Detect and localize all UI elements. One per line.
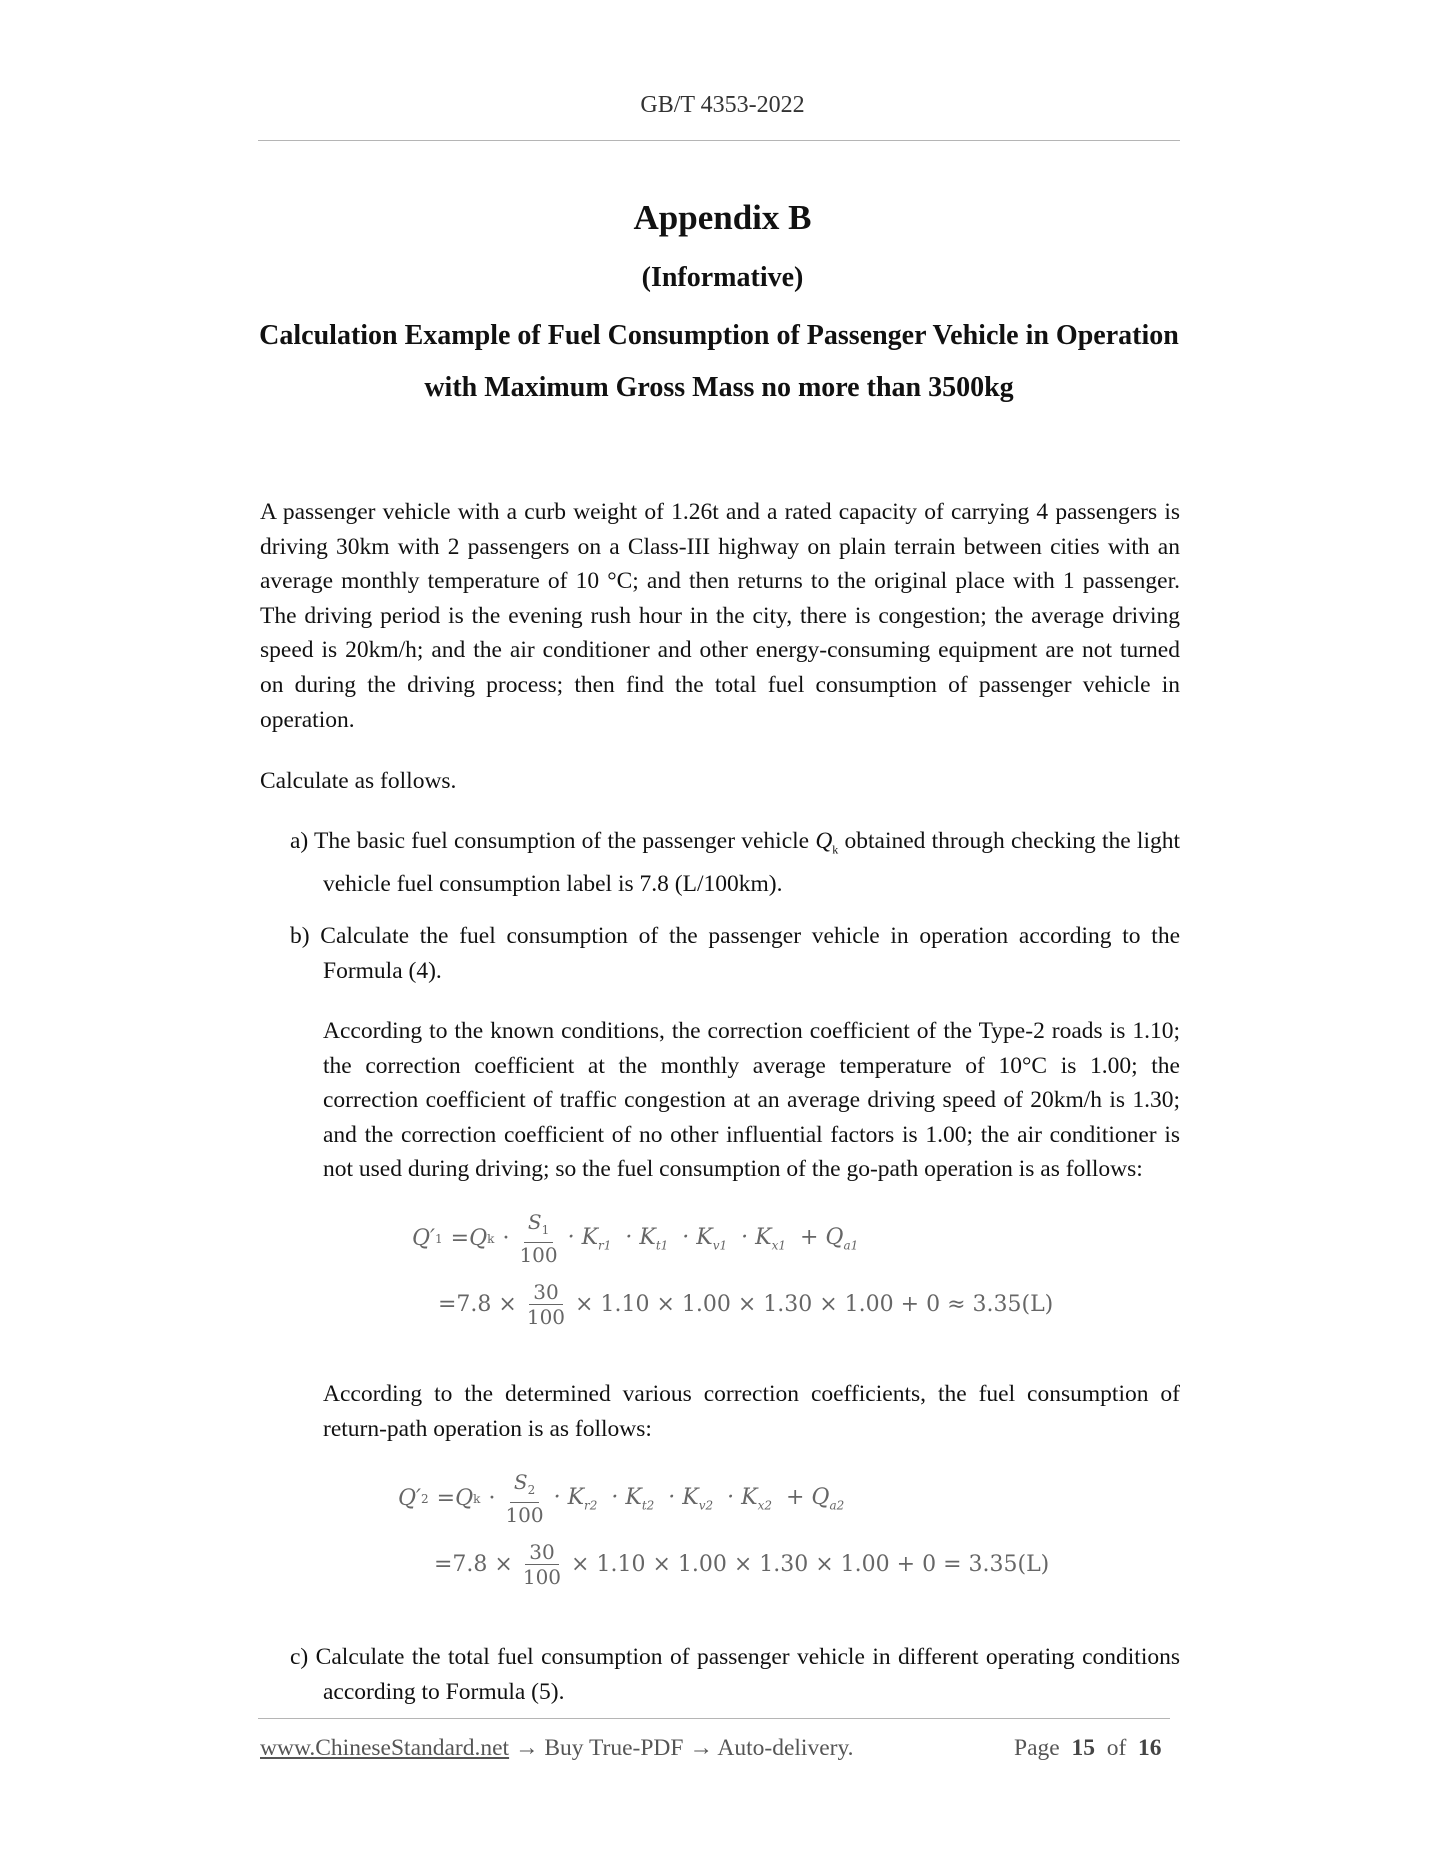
footer-promo: [260, 1735, 854, 1762]
formula-return-num-sub: 2: [527, 1483, 536, 1497]
formula-go-num-sub: 1: [541, 1223, 550, 1237]
formula-go-fraction: [515, 1210, 561, 1267]
site-link[interactable]: www.ChineseStandard.net: [260, 1735, 510, 1761]
formula-go-num: S: [527, 1210, 542, 1234]
footer-tail: → Buy True-PDF → Auto-delivery.: [509, 1735, 854, 1761]
formula-return-line2-num: 30: [525, 1540, 558, 1565]
return-intro: According to the determined various correction coefficients, the fuel consumption of return-path operation is as follows:: [323, 1381, 1180, 1442]
formula-return-line2: [434, 1540, 1049, 1589]
calc-intro: Calculate as follows.: [260, 768, 457, 794]
formula-go-line2-fraction: [523, 1280, 569, 1329]
formula-go-line2-post: × 1.10 × 1.00 × 1.30 × 1.00 + 0 ≈ 3.35(L): [575, 1292, 1054, 1317]
appendix-title: Appendix B: [633, 198, 812, 237]
page-number: 15: [1071, 1735, 1095, 1761]
footer-divider: [258, 1718, 1170, 1719]
list-item-c: c) Calculate the total fuel consumption of passenger vehicle in different operating conditions according to Formula (5).: [290, 1644, 1180, 1705]
item-a-post: obtained through checking the light vehicle fuel consumption label is 7.8 (L/100km).: [323, 828, 1180, 898]
formula-return-line2-den: 100: [522, 1565, 562, 1589]
item-a-symbol-sub: k: [832, 842, 839, 857]
formula-go-den: 100: [519, 1243, 558, 1267]
formula-return-fraction: [501, 1470, 547, 1527]
formula-return-line2-fraction: [519, 1540, 565, 1589]
formula-go-line2: [438, 1280, 1053, 1329]
formula-go-line2-pre: =7.8 ×: [438, 1292, 517, 1317]
item-a-pre: a) The basic fuel consumption of the passenger vehicle: [290, 828, 816, 854]
known-conditions: According to the known conditions, the correction coefficient of the Type-2 roads is 1.10; the correction coefficient at the monthly average temperature of 10°C is 1.00; the correction coefficient of traffic congestion at an average driving speed of 20km/h is 1.30; and the correction coefficient of no other influential factors is 1.00; the air conditioner is not used during driving; so the fuel consumption of the go-path operation is as follows:: [323, 1018, 1180, 1183]
formula-return-path: [398, 1470, 1048, 1605]
formula-return-eq-sub: k: [473, 1491, 481, 1506]
formula-return-num: S: [513, 1470, 528, 1494]
formula-return-line1: Q′ 2 =Q k · $\frac{S_2}{100}$ · $K_{r2} \cdot K_{t2} \cdot K_{v2} \cdot K_{x2} + Q_{a2}$: [398, 1470, 845, 1527]
page-indicator: [1014, 1735, 1162, 1762]
formula-return-lhs: Q′: [398, 1486, 422, 1511]
page-total: 16: [1138, 1735, 1162, 1761]
formula-return-lhs-sub: 2: [421, 1491, 429, 1506]
formula-go-lhs-sub: 1: [435, 1231, 443, 1246]
item-a-symbol: Q: [815, 828, 833, 854]
list-item-a: [290, 824, 1180, 902]
formula-go-eq: =Q: [450, 1226, 488, 1251]
appendix-heading: Calculation Example of Fuel Consumption of Passenger Vehicle in Operation with Maximum Gross Mass no more than 3500kg: [259, 320, 1179, 403]
formula-return-den: 100: [505, 1503, 544, 1527]
formula-go-eq-sub: k: [487, 1231, 495, 1246]
formula-go-line2-num: 30: [529, 1280, 562, 1305]
formula-go-line2-den: 100: [526, 1305, 566, 1329]
formula-go-lhs: Q′: [412, 1226, 436, 1251]
formula-go-path: [412, 1210, 1052, 1345]
list-item-b: b) Calculate the fuel consumption of the passenger vehicle in operation according to the Formula (4).: [290, 923, 1180, 984]
header-divider: [258, 140, 1180, 141]
problem-statement: A passenger vehicle with a curb weight of 1.26t and a rated capacity of carrying 4 passengers is driving 30km with 2 passengers on a Class-III highway on plain terrain between cities with an average monthly temperature of 10 °C; and then returns to the original place with 1 passenger. The driving period is the evening rush hour in the city, there is congestion; the average driving speed is 20km/h; and the air conditioner and other energy-consuming equipment are not turned on during the driving process; then find the total fuel consumption of passenger vehicle in operation.: [260, 499, 1180, 733]
formula-return-eq: =Q: [436, 1486, 474, 1511]
appendix-subtitle: (Informative): [641, 262, 804, 293]
formula-go-coefficients: · $K_{r1} \cdot K_{t1} \cdot K_{v1} \cdot K_{x1} + Q_{a1}$: [567, 1224, 859, 1253]
formula-return-line2-pre: =7.8 ×: [434, 1552, 513, 1577]
formula-return-line2-post: × 1.10 × 1.00 × 1.30 × 1.00 + 0 = 3.35(L): [571, 1552, 1050, 1577]
page-label: Page: [1014, 1735, 1060, 1761]
document-code: GB/T 4353-2022: [640, 92, 805, 118]
formula-go-line1: Q′ 1 =Q k · $\frac{S_1}{100}$ · $K_{r1} \cdot K_{t1} \cdot K_{v1} \cdot K_{x1} + Q_{a1}$: [412, 1210, 859, 1267]
of-label: of: [1106, 1735, 1127, 1761]
formula-return-coefficients: · $K_{r2} \cdot K_{t2} \cdot K_{v2} \cdot K_{x2} + Q_{a2}$: [553, 1484, 845, 1513]
